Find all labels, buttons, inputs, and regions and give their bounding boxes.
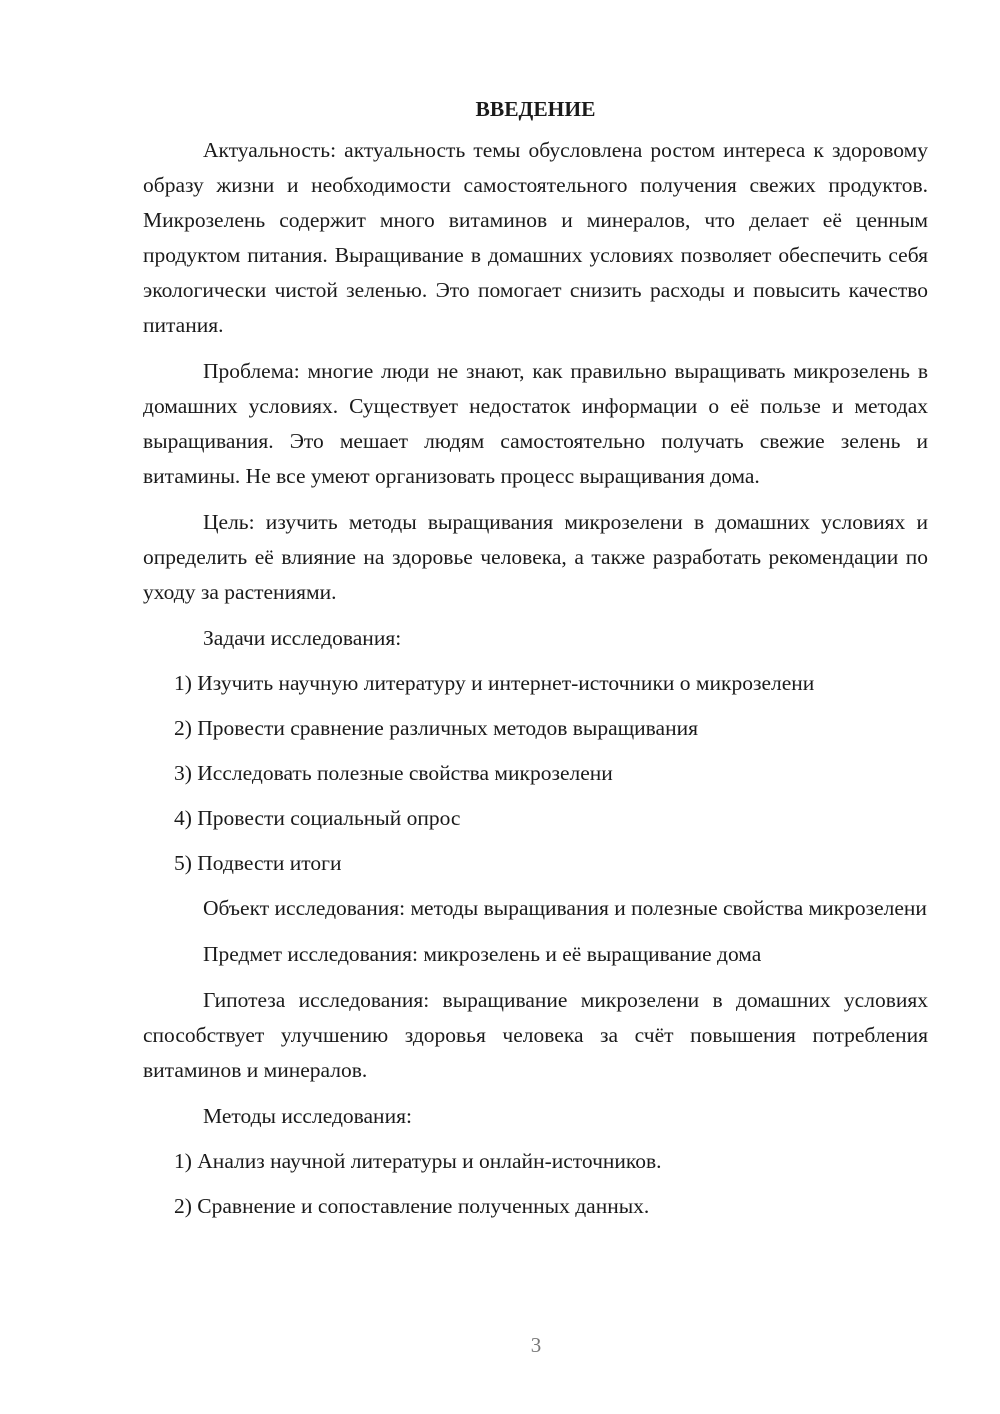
methods-list xyxy=(143,1144,928,1224)
methods-heading: Методы исследования: xyxy=(203,1104,412,1128)
document-page xyxy=(143,92,928,1234)
page-number: 3 xyxy=(530,1333,542,1357)
list-item: 4) Провести социальный опрос xyxy=(174,806,461,830)
list-item: 2) Провести сравнение различных методов выращивания xyxy=(174,716,698,740)
list-item: 2) Сравнение и сопоставление полученных данных. xyxy=(174,1194,650,1218)
paragraph-subject: Предмет исследования: микрозелень и её выращивание дома xyxy=(203,942,762,966)
list-item: 5) Подвести итоги xyxy=(174,851,342,875)
list-item: 1) Изучить научную литературу и интернет-источники о микрозелени xyxy=(174,671,815,695)
paragraph-hypothesis: Гипотеза исследования: выращивание микрозелени в домашних условиях способствует улучшению здоровья человека за счёт повышения потребления витаминов и минералов. xyxy=(143,988,928,1082)
document-title: ВВЕДЕНИЕ xyxy=(475,97,596,121)
paragraph-relevance: Актуальность: актуальность темы обусловлена ростом интереса к здоровому образу жизни и необходимости самостоятельного получения свежих продуктов. Микрозелень содержит много витаминов и минералов, что делает её ценным продуктом питания. Выращивание в домашних условиях позволяет обеспечить себя экологически чистой зеленью. Это помогает снизить расходы и повысить качество питания. xyxy=(143,138,928,337)
paragraph-problem: Проблема: многие люди не знают, как правильно выращивать микрозелень в домашних условиях. Существует недостаток информации о её пользе и методах выращивания. Это мешает людям самостоятельно получать свежие зелень и витамины. Не все умеют организовать процесс выращивания дома. xyxy=(143,359,928,488)
paragraph-goal: Цель: изучить методы выращивания микрозелени в домашних условиях и определить её влияние на здоровье человека, а также разработать рекомендации по уходу за растениями. xyxy=(143,510,928,604)
tasks-list xyxy=(143,666,928,881)
paragraph-object: Объект исследования: методы выращивания и полезные свойства микрозелени xyxy=(203,896,927,920)
tasks-heading: Задачи исследования: xyxy=(203,626,402,650)
list-item: 1) Анализ научной литературы и онлайн-источников. xyxy=(174,1149,662,1173)
list-item: 3) Исследовать полезные свойства микрозелени xyxy=(174,761,613,785)
